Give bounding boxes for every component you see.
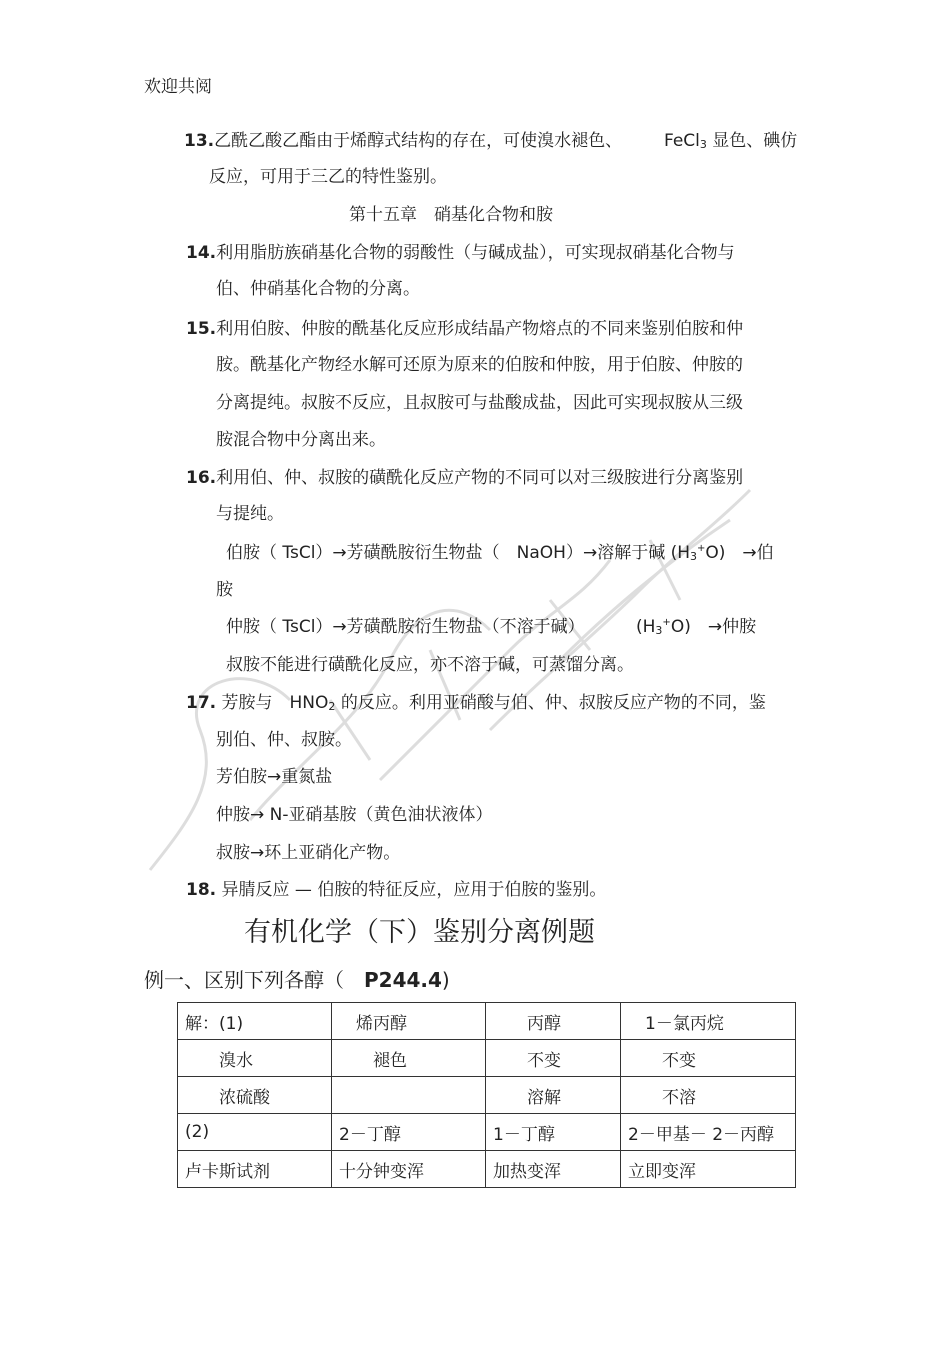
secondary-amine-reaction-tail: O) →仲胺 — [670, 617, 757, 637]
table-cell: 不变 — [621, 1040, 796, 1077]
chapter-heading: 第十五章 硝基化合物和胺 — [349, 205, 553, 225]
item-14-line-2: 伯、仲硝基化合物的分离。 — [216, 279, 420, 299]
item-16-line-3 — [226, 538, 774, 563]
table-cell: 浓硫酸 — [178, 1077, 332, 1114]
item-17-text: 芳胺与 HNO — [216, 693, 329, 713]
item-16-number: 16. — [186, 468, 217, 488]
item-13-number: 13. — [184, 131, 215, 151]
example-close: ) — [441, 968, 450, 992]
table-cell: (2) — [178, 1114, 332, 1151]
item-17-line-2: 别伯、仲、叔胺。 — [216, 730, 352, 750]
section-title: 有机化学（下）鉴别分离例题 — [244, 917, 595, 948]
item-14-text: 利用脂肪族硝基化合物的弱酸性（与碱成盐），可实现叔硝基化合物与 — [216, 243, 735, 263]
primary-amine-reaction-tail: O) →伯 — [705, 543, 774, 563]
item-15-number: 15. — [186, 319, 217, 339]
item-17-text-tail: 的反应。利用亚硝酸与伯、仲、叔胺反应产物的不同，鉴 — [335, 693, 766, 713]
item-16-line-5: 仲胺（ TsCl）→芳磺酰胺衍生物盐（不溶于碱） — [226, 617, 585, 637]
item-17-line-4: 仲胺→ N-亚硝基胺（黄色油状液体） — [216, 805, 493, 825]
h3o-subscript: 3 — [690, 550, 698, 563]
item-14-line-1 — [186, 238, 735, 263]
item-17-line-1 — [186, 688, 766, 713]
item-18-number: 18. — [186, 880, 217, 900]
example-label: 例一、区别下列各醇（ — [144, 968, 364, 992]
table-cell: 溶解 — [486, 1077, 621, 1114]
table-row — [178, 1040, 796, 1077]
table-cell: 2－甲基－ 2－丙醇 — [621, 1114, 796, 1151]
h3o-superscript: + — [662, 617, 671, 628]
item-17-line-3: 芳伯胺→重氮盐 — [216, 767, 333, 787]
item-16-line-5b — [636, 612, 756, 637]
table-cell: 十分钟变浑 — [332, 1151, 486, 1188]
fecl-formula: FeCl — [664, 131, 700, 151]
table-cell: 不溶 — [621, 1077, 796, 1114]
item-13-line-2: 反应，可用于三乙的特性鉴别。 — [209, 167, 447, 187]
item-16-line-2: 与提纯。 — [216, 504, 284, 524]
fecl-subscript: 3 — [699, 138, 707, 151]
primary-amine-reaction: 伯胺（ TsCl）→芳磺酰胺衍生物盐（ NaOH）→溶解于碱 (H — [226, 543, 691, 563]
table-row — [178, 1151, 796, 1188]
table-cell: 不变 — [486, 1040, 621, 1077]
item-13-line-1 — [184, 126, 622, 151]
item-15-line-4: 胺混合物中分离出来。 — [216, 430, 386, 450]
item-18-text: 异腈反应 — 伯胺的特征反应，应用于伯胺的鉴别。 — [216, 880, 607, 900]
table-row — [178, 1114, 796, 1151]
table-cell: 烯丙醇 — [332, 1003, 486, 1040]
table-cell: 卢卡斯试剂 — [178, 1151, 332, 1188]
table-row — [178, 1003, 796, 1040]
identification-table — [177, 1002, 796, 1188]
item-15-line-2: 胺。酰基化产物经水解可还原为原来的伯胺和仲胺，用于伯胺、仲胺的 — [216, 355, 743, 375]
example-reference: P244.4 — [364, 968, 442, 992]
table-cell — [332, 1077, 486, 1114]
table-cell: 2－丁醇 — [332, 1114, 486, 1151]
item-16-line-6: 叔胺不能进行磺酰化反应，亦不溶于碱，可蒸馏分离。 — [226, 655, 634, 675]
h3o-superscript: + — [697, 543, 706, 554]
page-header: 欢迎共阅 — [144, 77, 212, 97]
item-16-text: 利用伯、仲、叔胺的磺酰化反应产物的不同可以对三级胺进行分离鉴别 — [216, 468, 744, 488]
hno2-subscript: 2 — [328, 700, 336, 713]
item-13-line-1b — [664, 126, 797, 151]
example-heading — [144, 964, 450, 993]
item-15-text: 利用伯胺、仲胺的酰基化反应形成结晶产物熔点的不同来鉴别伯胺和仲 — [216, 319, 744, 339]
item-15-line-3: 分离提纯。叔胺不反应，且叔胺可与盐酸成盐，因此可实现叔胺从三级 — [216, 393, 743, 413]
item-15-line-1 — [186, 314, 743, 339]
table-cell: 立即变浑 — [621, 1151, 796, 1188]
table-cell: 丙醇 — [486, 1003, 621, 1040]
table-cell: 解：(1) — [178, 1003, 332, 1040]
item-13-text: 乙酰乙酸乙酯由于烯醇式结构的存在，可使溴水褪色、 — [214, 131, 623, 151]
item-18-line-1 — [186, 875, 606, 900]
item-16-line-1 — [186, 463, 743, 488]
item-16-line-4: 胺 — [216, 580, 233, 600]
table-cell: 1－丁醇 — [486, 1114, 621, 1151]
item-17-line-5: 叔胺→环上亚硝化产物。 — [216, 843, 401, 863]
table-cell: 加热变浑 — [486, 1151, 621, 1188]
item-17-number: 17. — [186, 693, 217, 713]
table-cell: 1－氯丙烷 — [621, 1003, 796, 1040]
table-cell: 褪色 — [332, 1040, 486, 1077]
table-cell: 溴水 — [178, 1040, 332, 1077]
table-row — [178, 1077, 796, 1114]
item-13-text-tail: 显色、碘仿 — [706, 131, 798, 151]
h3o-formula: (H — [636, 617, 656, 637]
item-14-number: 14. — [186, 243, 217, 263]
h3o-subscript: 3 — [655, 624, 663, 637]
